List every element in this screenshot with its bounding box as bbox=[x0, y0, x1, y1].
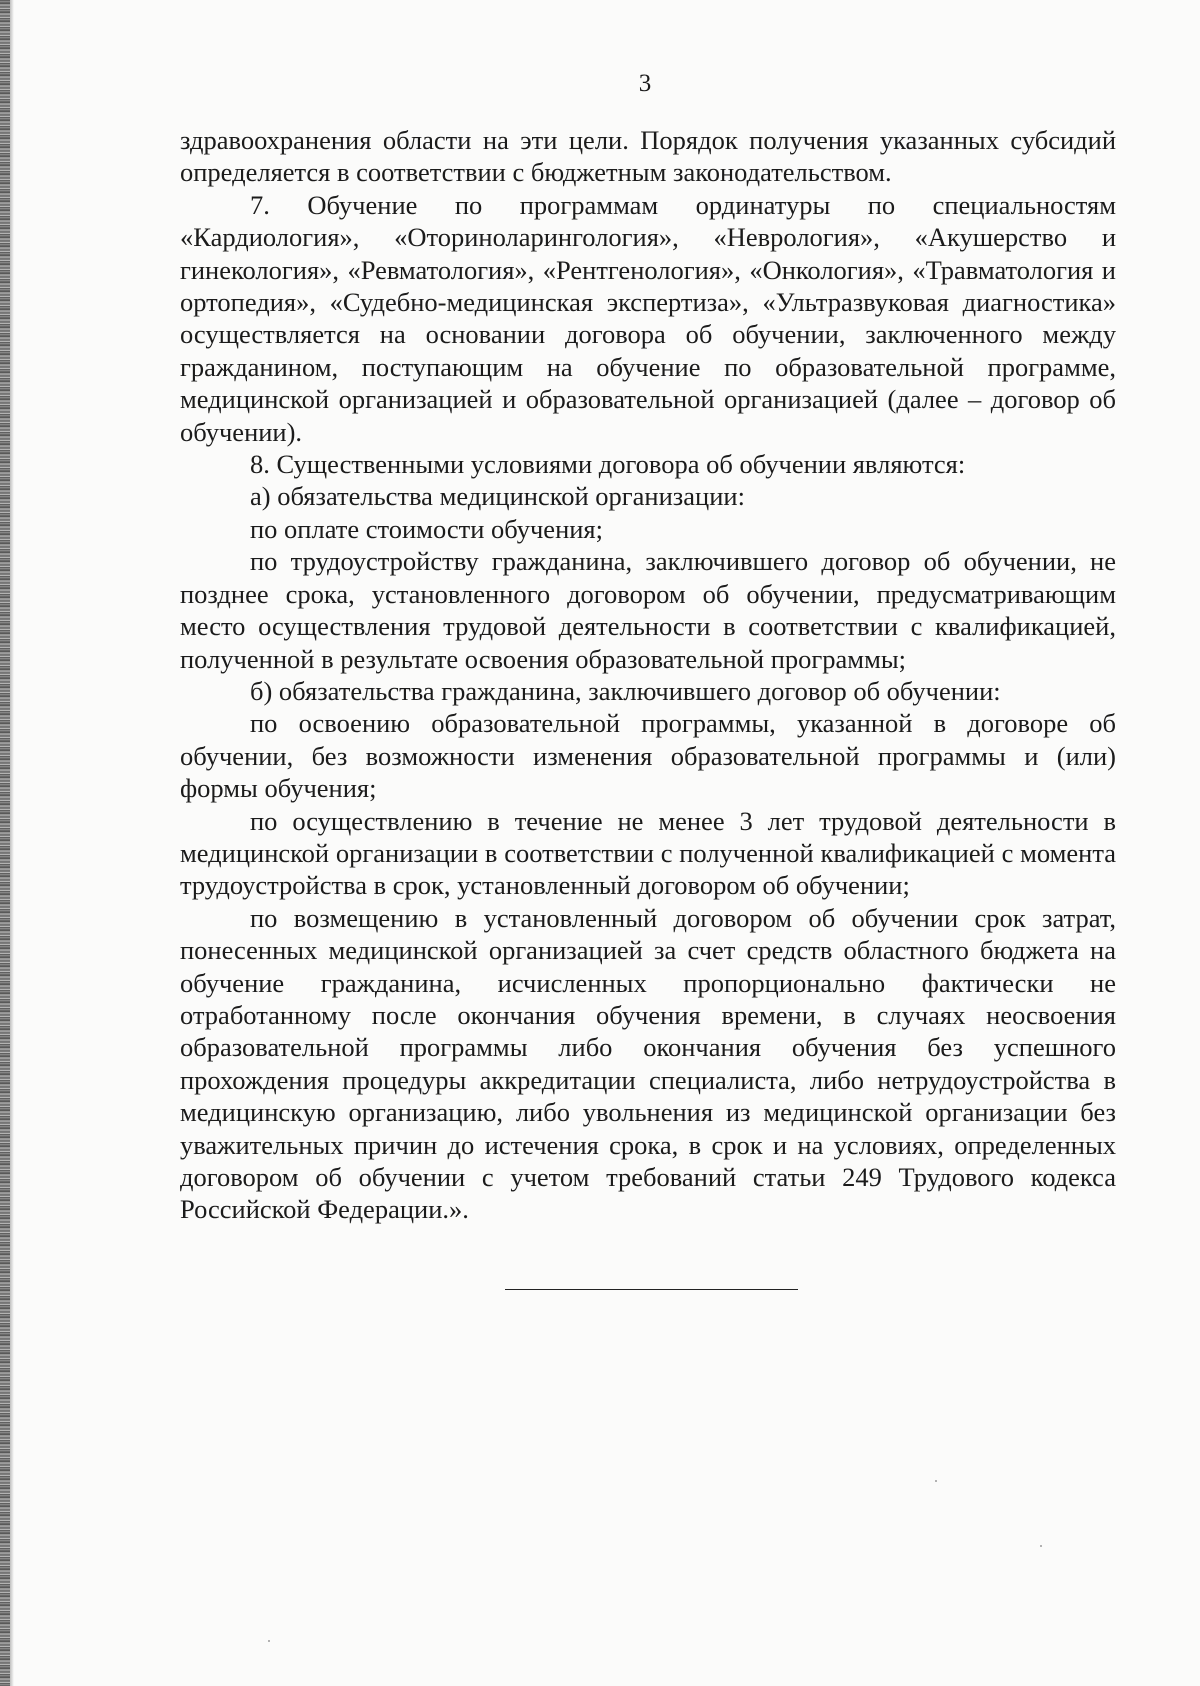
end-of-text-rule bbox=[505, 1289, 798, 1290]
paragraph-payment-obligation: по оплате стоимости обучения; bbox=[250, 513, 603, 544]
scan-speck bbox=[268, 1640, 270, 1642]
paragraph-subitem-b: б) обязательства гражданина, заключившего договор об обучении: bbox=[250, 675, 1001, 706]
paragraph-study-obligation: по освоению образовательной программы, указанной в договоре об обучении, без возможности изменения образовательной программы и (или) формы обучения; bbox=[180, 708, 1116, 804]
scan-edge bbox=[0, 0, 10, 1686]
paragraph-continuation: здравоохранения области на эти цели. Порядок получения указанных субсидий определяется в соответствии с бюджетным законодательством. bbox=[180, 125, 1116, 188]
paragraph-work-obligation: по осуществлению в течение не менее 3 лет трудовой деятельности в медицинской организации в соответствии с полученной квалификацией с момента трудоустройства в срок, установленный договором об обучении; bbox=[180, 805, 1116, 901]
paragraph-item-7: 7. Обучение по программам ординатуры по специальностям «Кардиология», «Оториноларингология», «Неврология», «Акушерство и гинекология», «Ревматология», «Рентгенология», «Онкология», «Травматология и ортопедия», «Судебно-медицинская экспертиза», «Ультразвуковая диагностика» осуществляется на основании договора об обучении, заключенного между гражданином, поступающим на обучение по образовательной программе, медицинской организацией и образовательной организацией (далее – договор об обучении). bbox=[180, 189, 1116, 447]
paragraph-item-8: 8. Существенными условиями договора об обучении являются: bbox=[250, 449, 966, 480]
paragraph-employment-obligation: по трудоустройству гражданина, заключившего договор об обучении, не позднее срока, установленного договором об обучении, предусматривающим место осуществления трудовой деятельности в соответствии с квалификацией, полученной в результате освоения образовательной программы; bbox=[180, 546, 1116, 674]
scan-edge-shadow bbox=[10, 0, 14, 1686]
paragraph-subitem-a: а) обязательства медицинской организации: bbox=[250, 481, 745, 512]
document-body bbox=[180, 124, 1116, 1226]
paragraph-reimbursement-obligation: по возмещению в установленный договором об обучении срок затрат, понесенных медицинской организацией за счет средств областного бюджета на обучение гражданина, исчисленных пропорционально фактически не отработанному после окончания обучения времени, в случаях неосвоения образовательной программы либо окончания обучения без успешного прохождения процедуры аккредитации специалиста, либо нетрудоустройства в медицинскую организацию, либо увольнения из медицинской организации без уважительных причин до истечения срока, в срок и на условиях, определенных договором об обучении с учетом требований статьи 249 Трудового кодекса Российской Федерации.». bbox=[180, 902, 1116, 1225]
scan-speck bbox=[1040, 1545, 1042, 1547]
page-number: 3 bbox=[638, 70, 652, 97]
scan-speck bbox=[935, 1480, 937, 1482]
